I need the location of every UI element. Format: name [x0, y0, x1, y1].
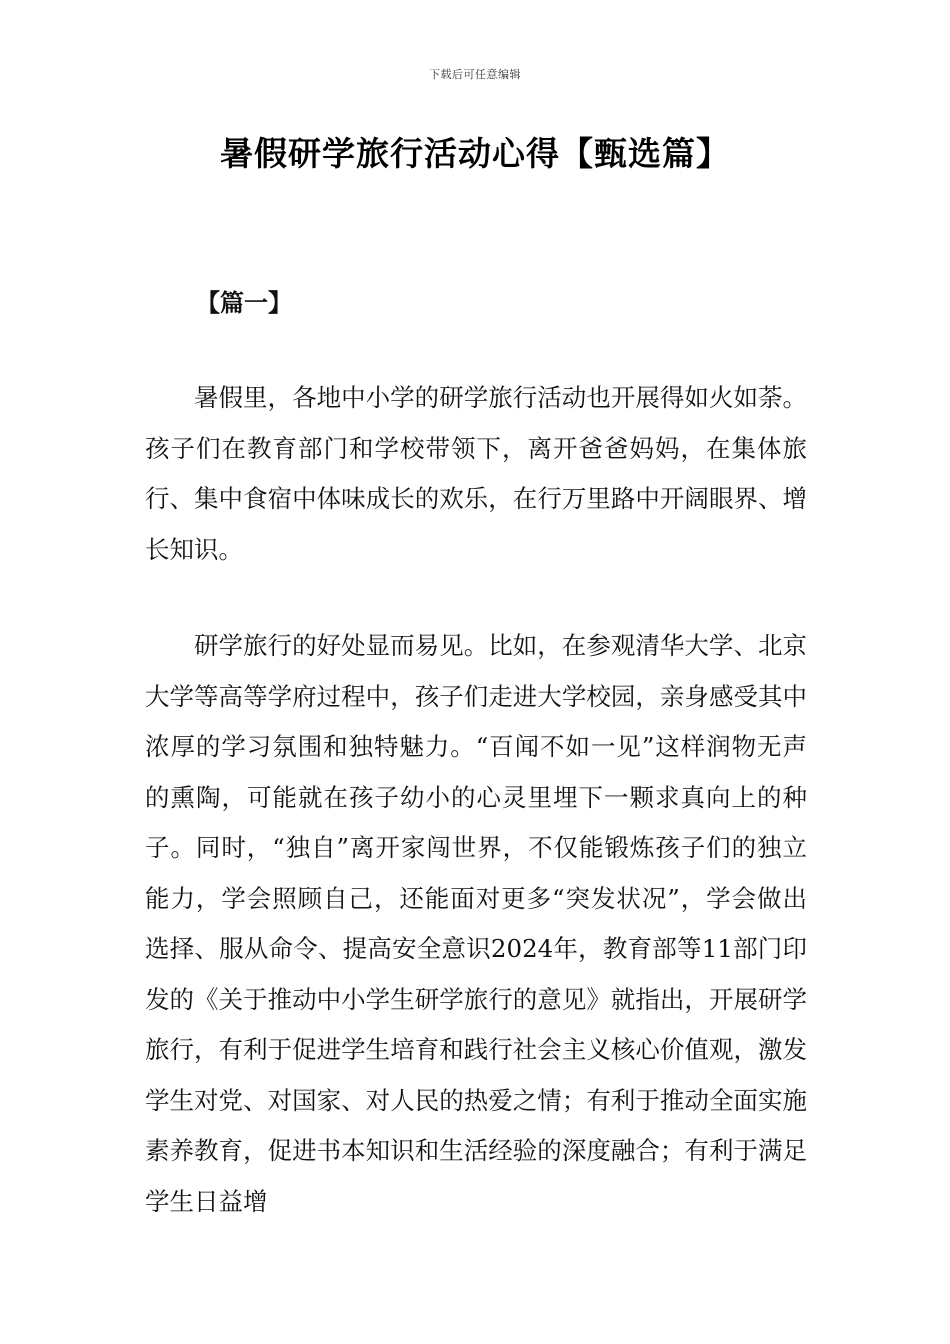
document-title: 暑假研学旅行活动心得【甄选篇】 — [220, 134, 730, 173]
section-heading: 【篇一】 — [196, 288, 292, 317]
paragraph-2: 研学旅行的好处显而易见。比如，在参观清华大学、北京大学等高等学府过程中，孩子们走进大学校园，亲身感受其中浓厚的学习氛围和独特魅力。“百闻不如一见”这样润物无声的熏陶，可能就在孩子幼小的心灵里埋下一颗求真向上的种子。同时，“独自”离开家闯世界，不仅能锻炼孩子们的独立能力，学会照顾自己，还能面对更多“突发状况”，学会做出选择、服从命令、提高安全意识2024年，教育部等11部门印发的《关于推动中小学生研学旅行的意见》就指出，开展研学旅行，有利于促进学生培育和践行社会主义核心价值观，激发学生对党、对国家、对人民的热爱之情；有利于推动全面实施素养教育，促进书本知识和生活经验的深度融合；有利于满足学生日益增 — [145, 631, 807, 1216]
paragraph-1: 暑假里，各地中小学的研学旅行活动也开展得如火如荼。孩子们在教育部门和学校带领下，离开爸爸妈妈，在集体旅行、集中食宿中体味成长的欢乐，在行万里路中开阔眼界、增长知识。 — [145, 383, 807, 564]
header-note: 下载后可任意编辑 — [429, 68, 521, 81]
